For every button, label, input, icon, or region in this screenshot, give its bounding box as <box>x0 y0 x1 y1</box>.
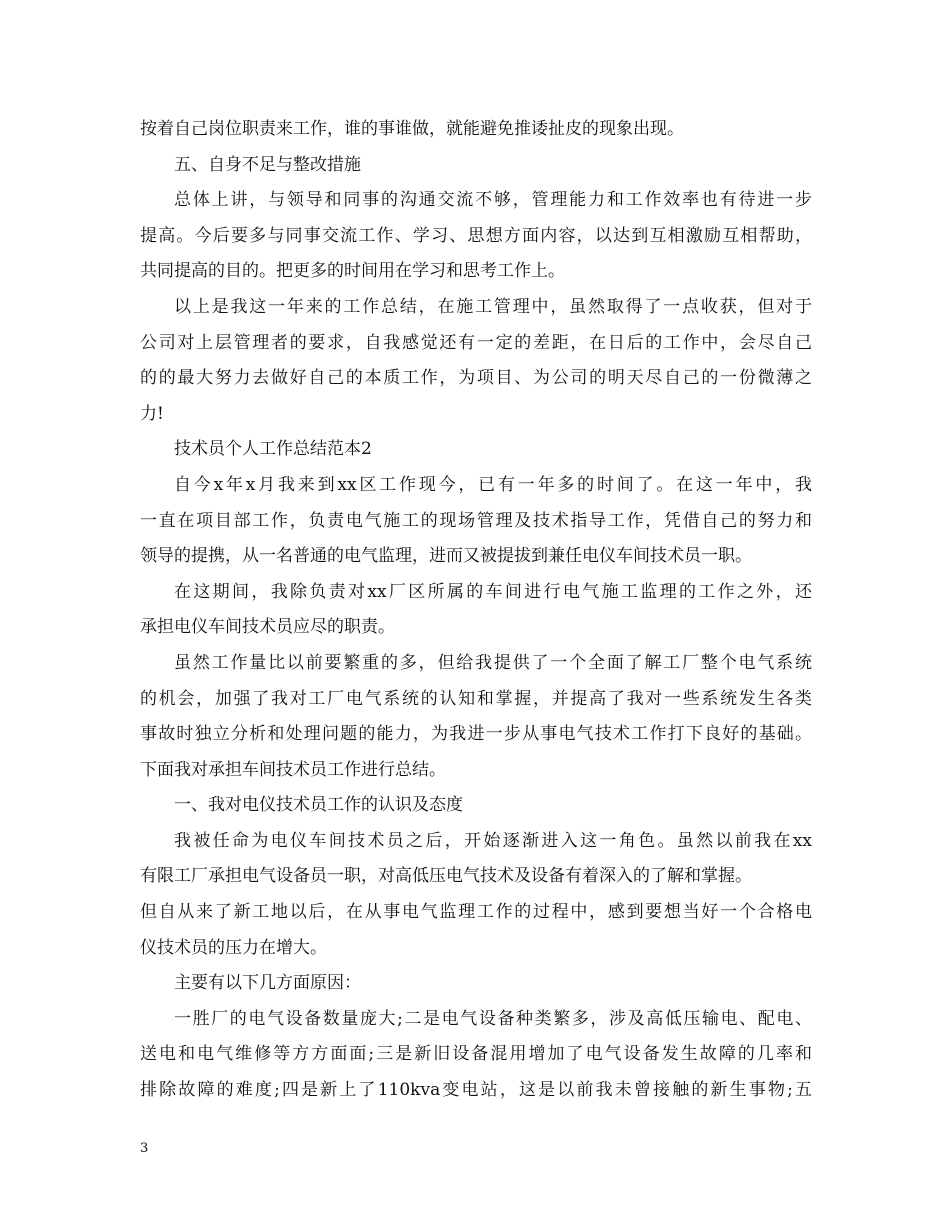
paragraph-line: 在这期间，我除负责对xx厂区所属的车间进行电气施工监理的工作之外，还 <box>174 581 812 602</box>
paragraph-line: 一直在项目部工作，负责电气施工的现场管理及技术指导工作，凭借自己的努力和 <box>140 510 812 531</box>
paragraph-line: 仪技术员的压力在增大。 <box>140 937 327 958</box>
paragraph-line: 以上是我这一年来的工作总结，在施工管理中，虽然取得了一点收获，但对于 <box>174 296 812 317</box>
paragraph-line: 我被任命为电仪车间技术员之后，开始逐渐进入这一角色。虽然以前我在xx <box>174 830 812 851</box>
paragraph-line: 虽然工作量比以前要繁重的多，但给我提供了一个全面了解工厂整个电气系统 <box>174 652 812 673</box>
page-number: 3 <box>140 1141 149 1156</box>
paragraph-line: 共同提高的目的。把更多的时间用在学习和思考工作上。 <box>140 261 565 282</box>
section-heading: 技术员个人工作总结范本2 <box>174 439 372 460</box>
paragraph-line: 总体上讲，与领导和同事的沟通交流不够，管理能力和工作效率也有待进一步 <box>174 190 812 211</box>
paragraph-line: 力! <box>140 403 164 424</box>
paragraph-line: 主要有以下几方面原因： <box>174 973 361 994</box>
paragraph-line: 承担电仪车间技术员应尽的职责。 <box>140 617 395 638</box>
paragraph-line: 提高。今后要多与同事交流工作、学习、思想方面内容，以达到互相激励互相帮助， <box>140 225 812 246</box>
paragraph-line: 的机会，加强了我对工厂电气系统的认知和掌握，并提高了我对一些系统发生各类 <box>140 688 812 709</box>
paragraph-line: 有限工厂承担电气设备员一职，对高低压电气技术及设备有着深入的了解和掌握。 <box>140 866 752 887</box>
paragraph-line: 事故时独立分析和处理问题的能力，为我进一步从事电气技术工作打下良好的基础。 <box>140 724 812 745</box>
paragraph-line: 但自从来了新工地以后，在从事电气监理工作的过程中，感到要想当好一个合格电 <box>140 902 812 923</box>
paragraph-line: 送电和电气维修等方方面面;三是新旧设备混用增加了电气设备发生故障的几率和 <box>140 1044 812 1065</box>
paragraph-line: 按着自己岗位职责来工作，谁的事谁做，就能避免推诿扯皮的现象出现。 <box>140 119 684 139</box>
paragraph-line: 领导的提携，从一名普通的电气监理，进而又被提拔到兼任电仪车间技术员一职。 <box>140 546 752 567</box>
section-heading: 五、自身不足与整改措施 <box>174 154 361 175</box>
paragraph-line: 排除故障的难度;四是新上了110kva变电站，这是以前我未曾接触的新生事物;五 <box>140 1080 812 1101</box>
paragraph-line: 公司对上层管理者的要求，自我感觉还有一定的差距，在日后的工作中，会尽自己 <box>140 332 812 353</box>
paragraph-line: 下面我对承担车间技术员工作进行总结。 <box>140 759 446 780</box>
section-heading: 一、我对电仪技术员工作的认识及态度 <box>174 795 463 816</box>
paragraph-line: 的的最大努力去做好自己的本质工作，为项目、为公司的明天尽自己的一份微薄之 <box>140 368 812 389</box>
paragraph-line: 自今x年x月我来到xx区工作现今，已有一年多的时间了。在这一年中，我 <box>174 474 812 495</box>
document-body <box>140 112 812 1109</box>
paragraph-line: 一胜厂的电气设备数量庞大;二是电气设备种类繁多，涉及高低压输电、配电、 <box>174 1008 812 1029</box>
